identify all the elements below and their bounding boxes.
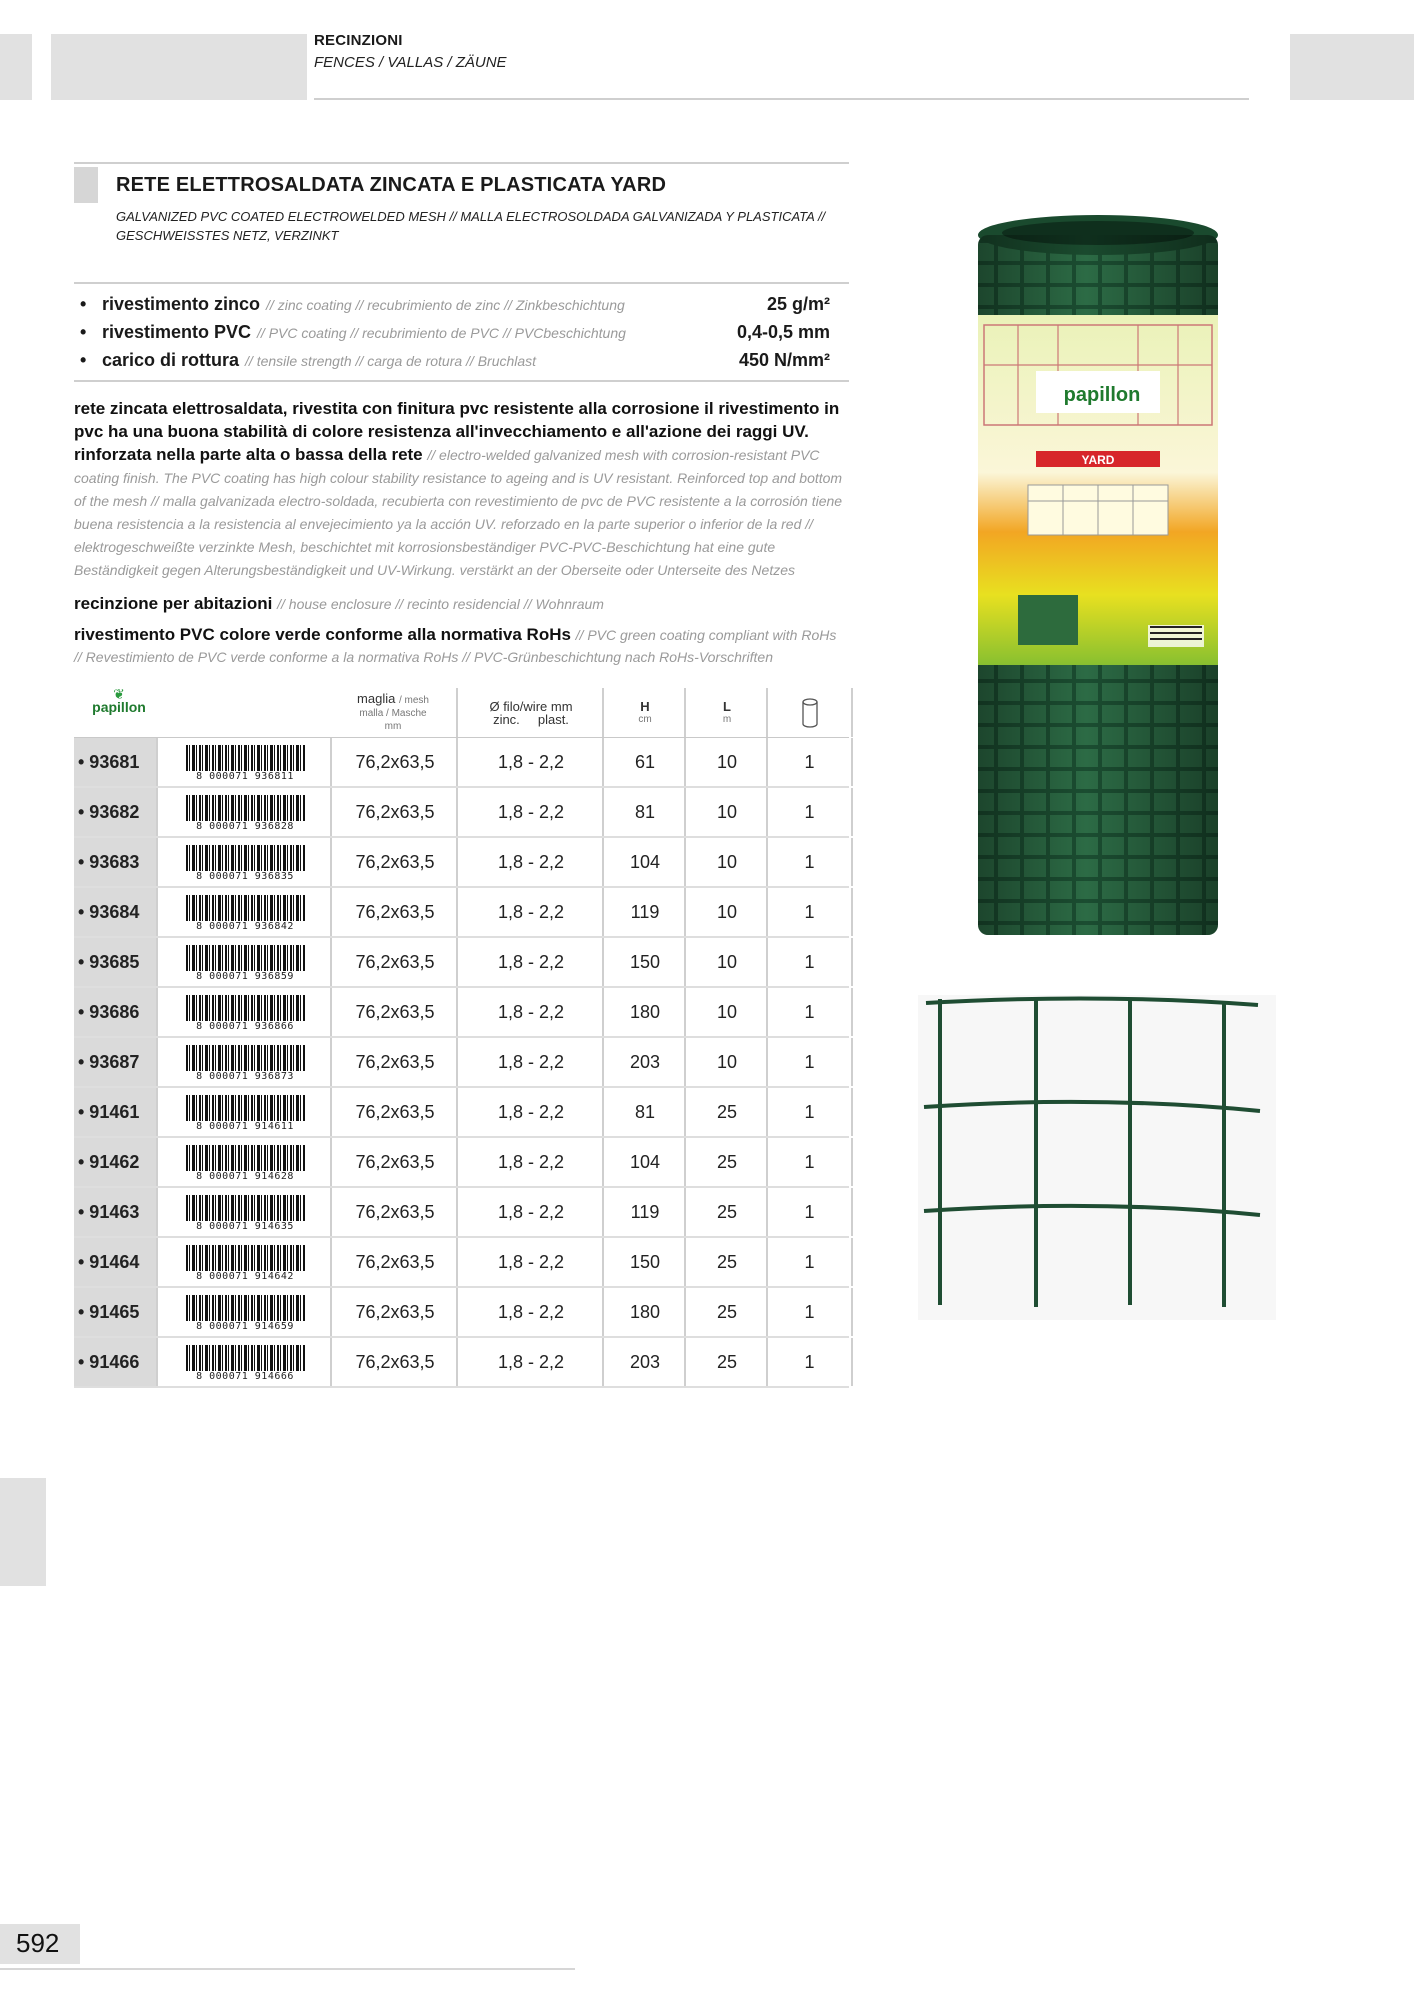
roll-label-name: YARD [1081, 453, 1115, 467]
table-row [74, 938, 849, 988]
barcode-graphic [180, 792, 310, 832]
height-cm: 81 [602, 788, 686, 836]
table-header [74, 688, 849, 738]
wire-diameter: 1,8 - 2,2 [456, 1188, 604, 1236]
pack-qty: 1 [766, 1238, 853, 1286]
product-table [74, 688, 849, 1388]
table-row [74, 788, 849, 838]
wire-diameter: 1,8 - 2,2 [456, 1338, 604, 1386]
spec-label: rivestimento PVC // PVC coating // recubrimiento de PVC // PVCbeschichtung [102, 322, 626, 342]
barcode-number: 8 000071 914666 [180, 1371, 310, 1382]
specs-top-rule [74, 282, 849, 284]
mesh-size: 76,2x63,5 [330, 838, 458, 886]
title-marker [74, 167, 98, 203]
table-row [74, 1088, 849, 1138]
pack-qty: 1 [766, 1188, 853, 1236]
height-cm: 203 [602, 1338, 686, 1386]
mesh-size: 76,2x63,5 [330, 938, 458, 986]
barcode-graphic [180, 1292, 310, 1332]
page-number: 592 [16, 1928, 60, 1958]
spec-value: 450 N/mm² [738, 350, 830, 370]
pack-qty: 1 [766, 1088, 853, 1136]
barcode-number: 8 000071 936811 [180, 771, 310, 782]
table-row [74, 1188, 849, 1238]
barcode [156, 838, 332, 886]
barcode-number: 8 000071 936835 [180, 871, 310, 882]
product-subtitle-1: GALVANIZED PVC COATED ELECTROWELDED MESH // MALLA ELECTROSOLDADA GALVANIZADA Y PLASTICATA // [116, 209, 826, 224]
spec-tensile-strength [80, 350, 830, 378]
spec-value: 0,4-0,5 mm [736, 322, 830, 342]
spec-pvc-coating [80, 322, 830, 350]
barcode [156, 1088, 332, 1136]
description-translation: // electro-welded galvanized mesh with corrosion-resistant PVC coating finish. The PVC coating has high colour stability resistance to ageing and is UV resistant. Reinforced top and bottom of the mesh // malla galvanizada electro-soldada, recubierta con revestimiento de pvc de PVC resistente a la corrosión tiene buena resistencia a la resistencia al envejecimiento ya la acción UV. reforzado en la parte superior o inferior de la red // elektrogeschweißte verzinkte Mesh, beschichtet mit korrosionsbeständiger PVC-PVC-Beschichtung hat eine gute Beständigkeit gegen Alterungsbeständigkeit und UV-Wirkung. verstärkt an der Oberseite oder Unterseite des Netzes [74, 447, 843, 578]
product-code: • 93683 [74, 838, 156, 886]
product-code: • 91466 [74, 1338, 156, 1386]
barcode-number: 8 000071 914628 [180, 1171, 310, 1182]
product-code: • 91462 [74, 1138, 156, 1186]
bullet: • [80, 322, 87, 342]
barcode-graphic [180, 992, 310, 1032]
wire-diameter: 1,8 - 2,2 [456, 738, 604, 786]
length-m: 10 [684, 738, 768, 786]
barcode-graphic [180, 1342, 310, 1382]
table-row [74, 1288, 849, 1338]
barcode-graphic [180, 1092, 310, 1132]
side-tab-lower [0, 1478, 46, 1586]
spec-label: rivestimento zinco // zinc coating // recubrimiento de zinc // Zinkbeschichtung [102, 294, 625, 314]
barcode-number: 8 000071 914635 [180, 1221, 310, 1232]
height-cm: 104 [602, 838, 686, 886]
wire-diameter: 1,8 - 2,2 [456, 888, 604, 936]
product-code: • 93682 [74, 788, 156, 836]
barcode [156, 888, 332, 936]
product-code: • 93684 [74, 888, 156, 936]
table-row [74, 1038, 849, 1088]
barcode-graphic [180, 1142, 310, 1182]
barcode-bars [186, 895, 306, 922]
mesh-closeup-image [918, 995, 1276, 1320]
table-row [74, 888, 849, 938]
roll-icon [766, 688, 853, 737]
barcode-bars [186, 1095, 306, 1122]
height-cm: 150 [602, 938, 686, 986]
header-mesh: maglia / mesh malla / Masche mm [357, 691, 429, 732]
mesh-size: 76,2x63,5 [330, 888, 458, 936]
length-m: 25 [684, 1138, 768, 1186]
barcode-bars [186, 745, 306, 772]
height-cm: 81 [602, 1088, 686, 1136]
right-edge-tab [1290, 34, 1414, 100]
spec-value: 25 g/m² [766, 294, 830, 314]
barcode-graphic [180, 1042, 310, 1082]
barcode-bars [186, 795, 306, 822]
barcode [156, 788, 332, 836]
barcode-bars [186, 1295, 306, 1322]
mesh-size: 76,2x63,5 [330, 1188, 458, 1236]
description-main: rete zincata elettrosaldata, rivestita con finitura pvc resistente alla corrosione il rivestimento in pvc ha una buona stabilità di colore resistenza all'invecchiamento e all'azione dei raggi UV. rinforzata nella parte alta o bassa della rete [74, 399, 840, 464]
barcode-number: 8 000071 936873 [180, 1071, 310, 1082]
spec-label: carico di rottura // tensile strength // carga de rotura // Bruchlast [102, 350, 537, 370]
table-row [74, 1238, 849, 1288]
specs-bottom-rule [74, 380, 849, 382]
barcode [156, 938, 332, 986]
barcode-number: 8 000071 914642 [180, 1271, 310, 1282]
footer-rule [0, 1968, 575, 1970]
table-row [74, 1338, 849, 1388]
pack-qty: 1 [766, 1338, 853, 1386]
wire-diameter: 1,8 - 2,2 [456, 1238, 604, 1286]
barcode-graphic [180, 892, 310, 932]
barcode [156, 1238, 332, 1286]
table-body [74, 738, 849, 1388]
barcode-graphic [180, 842, 310, 882]
barcode-number: 8 000071 936828 [180, 821, 310, 832]
pack-qty: 1 [766, 838, 853, 886]
barcode-bars [186, 1145, 306, 1172]
use-label: recinzione per abitazioni [74, 594, 273, 613]
wire-diameter: 1,8 - 2,2 [456, 1138, 604, 1186]
table-row [74, 988, 849, 1038]
product-code: • 93685 [74, 938, 156, 986]
pack-qty: 1 [766, 1288, 853, 1336]
wire-diameter: 1,8 - 2,2 [456, 1088, 604, 1136]
barcode-number: 8 000071 936859 [180, 971, 310, 982]
mesh-size: 76,2x63,5 [330, 738, 458, 786]
table-row [74, 838, 849, 888]
section-category-translations: FENCES / VALLAS / ZÄUNE [314, 54, 507, 71]
use-translation: // house enclosure // recinto residencial // Wohnraum [277, 596, 604, 612]
barcode-bars [186, 845, 306, 872]
barcode [156, 988, 332, 1036]
pack-qty: 1 [766, 738, 853, 786]
rohs-line [74, 624, 844, 668]
height-cm: 61 [602, 738, 686, 786]
product-description [74, 397, 844, 581]
product-code: • 91464 [74, 1238, 156, 1286]
table-row [74, 1138, 849, 1188]
wire-diameter: 1,8 - 2,2 [456, 938, 604, 986]
rohs-label: rivestimento PVC colore verde conforme alla normativa RoHs [74, 625, 571, 644]
use-line [74, 592, 844, 616]
mesh-size: 76,2x63,5 [330, 788, 458, 836]
length-m: 10 [684, 788, 768, 836]
product-code: • 91463 [74, 1188, 156, 1236]
mesh-size: 76,2x63,5 [330, 1238, 458, 1286]
length-m: 25 [684, 1338, 768, 1386]
wire-diameter: 1,8 - 2,2 [456, 1038, 604, 1086]
barcode-graphic [180, 942, 310, 982]
mesh-size: 76,2x63,5 [330, 988, 458, 1036]
left-edge-tab [0, 34, 32, 100]
length-m: 10 [684, 1038, 768, 1086]
wire-diameter: 1,8 - 2,2 [456, 988, 604, 1036]
length-m: 25 [684, 1288, 768, 1336]
pack-qty: 1 [766, 938, 853, 986]
mesh-size: 76,2x63,5 [330, 1138, 458, 1186]
barcode-number: 8 000071 936866 [180, 1021, 310, 1032]
height-cm: 119 [602, 1188, 686, 1236]
pack-qty: 1 [766, 888, 853, 936]
bullet: • [80, 350, 87, 370]
length-m: 10 [684, 888, 768, 936]
length-m: 25 [684, 1088, 768, 1136]
brand-cell [74, 688, 156, 737]
barcode-bars [186, 1045, 306, 1072]
product-code: • 93686 [74, 988, 156, 1036]
header-height: H cm [602, 688, 686, 737]
header-divider [314, 98, 1249, 100]
height-cm: 180 [602, 988, 686, 1036]
product-code: • 93681 [74, 738, 156, 786]
pack-qty: 1 [766, 1138, 853, 1186]
barcode-number: 8 000071 914659 [180, 1321, 310, 1332]
rohs-translation: // PVC green coating compliant with RoHs // Revestimiento de PVC verde conforme a la normativa RoHs // PVC-Grünbeschichtung nach RoHs-Vorschriften [74, 627, 837, 665]
table-row [74, 738, 849, 788]
length-m: 25 [684, 1188, 768, 1236]
mesh-size: 76,2x63,5 [330, 1288, 458, 1336]
section-category: RECINZIONI [314, 32, 403, 49]
header-gray-block [51, 34, 307, 100]
header-length: L m [684, 688, 768, 737]
spec-zinc-coating [80, 294, 830, 322]
barcode-bars [186, 1245, 306, 1272]
bullet: • [80, 294, 87, 314]
wire-diameter: 1,8 - 2,2 [456, 788, 604, 836]
barcode [156, 1288, 332, 1336]
length-m: 25 [684, 1238, 768, 1286]
barcode-bars [186, 1195, 306, 1222]
barcode [156, 738, 332, 786]
barcode-graphic [180, 1242, 310, 1282]
height-cm: 203 [602, 1038, 686, 1086]
mesh-size: 76,2x63,5 [330, 1338, 458, 1386]
barcode [156, 1338, 332, 1386]
leaf-icon: ❦ [113, 686, 125, 702]
barcode-bars [186, 1345, 306, 1372]
roll-label-brand: papillon [1063, 384, 1141, 406]
barcode [156, 1188, 332, 1236]
barcode [156, 1138, 332, 1186]
wire-diameter: 1,8 - 2,2 [456, 838, 604, 886]
height-cm: 180 [602, 1288, 686, 1336]
header-wire: Ø filo/wire mm zinc. plast. [456, 688, 604, 737]
height-cm: 104 [602, 1138, 686, 1186]
product-code: • 93687 [74, 1038, 156, 1086]
pack-qty: 1 [766, 988, 853, 1036]
wire-diameter: 1,8 - 2,2 [456, 1288, 604, 1336]
barcode-number: 8 000071 936842 [180, 921, 310, 932]
product-title: RETE ELETTROSALDATA ZINCATA E PLASTICATA YARD [116, 174, 667, 196]
length-m: 10 [684, 938, 768, 986]
barcode [156, 1038, 332, 1086]
product-code: • 91461 [74, 1088, 156, 1136]
height-cm: 119 [602, 888, 686, 936]
pack-qty: 1 [766, 788, 853, 836]
brand-logo-text: papillon [92, 699, 146, 715]
height-cm: 150 [602, 1238, 686, 1286]
mesh-size: 76,2x63,5 [330, 1038, 458, 1086]
title-top-rule [74, 162, 849, 164]
header-barcode [156, 688, 330, 737]
product-subtitle-2: GESCHWEISSTES NETZ, VERZINKT [116, 228, 339, 243]
length-m: 10 [684, 988, 768, 1036]
mesh-size: 76,2x63,5 [330, 1088, 458, 1136]
pack-qty: 1 [766, 1038, 853, 1086]
barcode-bars [186, 945, 306, 972]
length-m: 10 [684, 838, 768, 886]
product-roll-image [918, 175, 1278, 975]
barcode-graphic [180, 1192, 310, 1232]
product-code: • 91465 [74, 1288, 156, 1336]
barcode-number: 8 000071 914611 [180, 1121, 310, 1132]
barcode-bars [186, 995, 306, 1022]
barcode-graphic [180, 742, 310, 782]
